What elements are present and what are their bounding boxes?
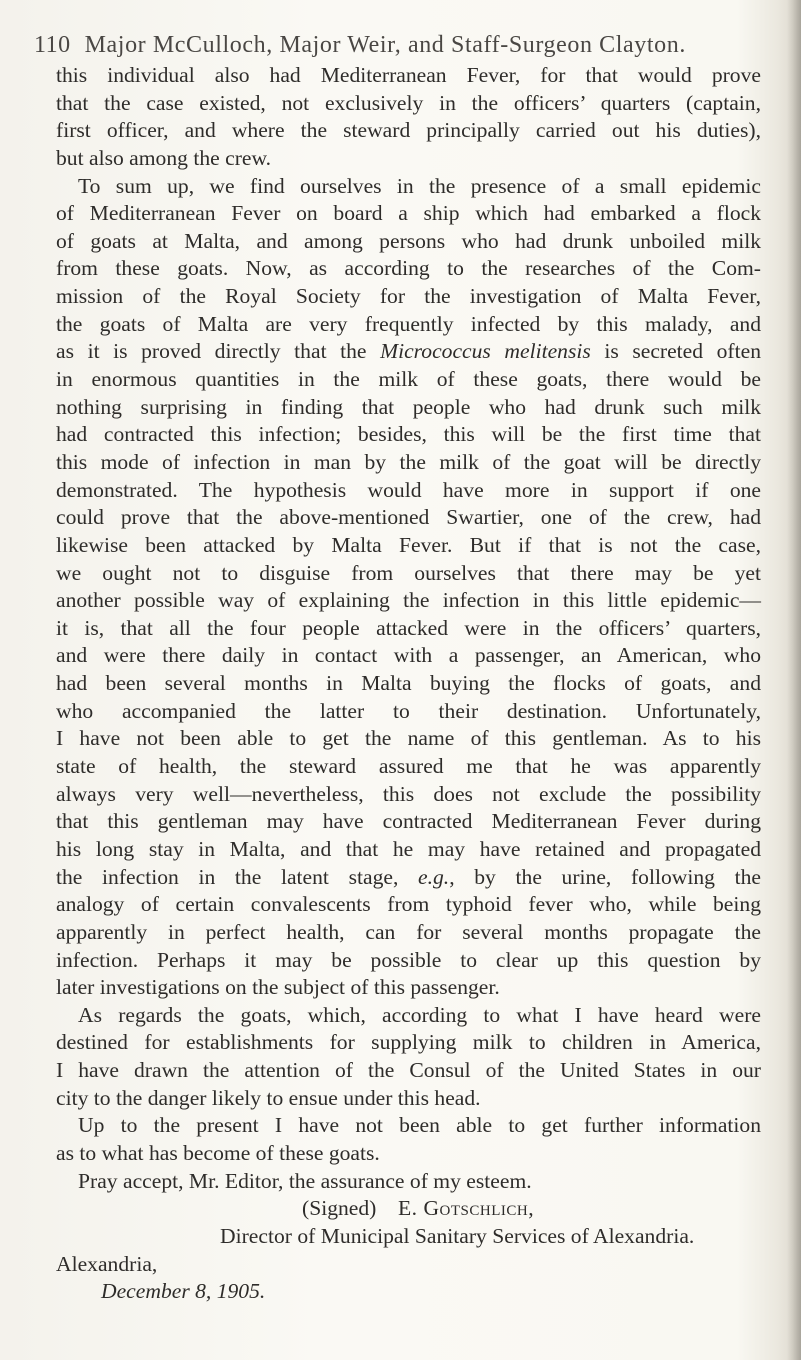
- text-line: always very well—nevertheless, this does not exclude the possibility: [56, 781, 761, 806]
- text-line: another possible way of explaining the infection in this little epidemic—: [56, 588, 761, 613]
- text-line: that this gentleman may have contracted Mediterranean Fever during: [56, 809, 761, 834]
- text-line: As regards the goats, which, according to what I have heard were: [78, 1002, 761, 1027]
- text-line: and were there daily in contact with a passenger, an American, who: [56, 643, 761, 668]
- text-line: of Mediterranean Fever on board a ship which had embarked a flock: [56, 201, 761, 226]
- text-segment: as it is proved directly that the: [56, 339, 381, 364]
- text-line: it is, that all the four people attacked were in the officers’ quarters,: [56, 615, 761, 640]
- text-line: mission of the Royal Society for the investigation of Malta Fever,: [56, 284, 761, 309]
- page-number: 110: [34, 32, 71, 58]
- text-line: his long stay in Malta, and that he may have retained and propagated: [56, 836, 761, 861]
- body-text: [56, 62, 761, 1306]
- text-line: To sum up, we find ourselves in the presence of a small epidemic: [78, 173, 761, 198]
- italic-term: Micrococcus melitensis: [380, 339, 591, 364]
- text-segment: the infection in the latent stage,: [56, 864, 419, 889]
- text-line: could prove that the above-mentioned Swartier, one of the crew, had: [56, 505, 761, 530]
- text-line: we ought not to disguise from ourselves that there may be yet: [56, 560, 761, 585]
- text-line: likewise been attacked by Malta Fever. But if that is not the case,: [56, 532, 761, 557]
- text-line: Up to the present I have not been able to get further information: [78, 1113, 761, 1138]
- signatory-name: E. Gotschlich,: [397, 1196, 535, 1221]
- page-edge-shadow: [787, 0, 801, 1360]
- text-line: analogy of certain convalescents from typhoid fever who, while being: [56, 892, 761, 917]
- text-line: I have not been able to get the name of this gentleman. As to his: [56, 726, 761, 751]
- text-segment: is secreted often: [590, 339, 762, 364]
- signed-label: (Signed): [302, 1196, 377, 1221]
- date-line: [56, 1278, 761, 1306]
- text-line: had been several months in Malta buying the flocks of goats, and: [56, 671, 761, 696]
- text-line: that the case existed, not exclusively in the officers’ quarters (captain,: [56, 90, 761, 115]
- text-segment: , by the urine, following the: [449, 864, 762, 889]
- text-line: this individual also had Mediterranean Fever, for that would prove: [56, 63, 761, 87]
- signatory-title: Director of Municipal Sanitary Services of Alexandria.: [220, 1223, 695, 1248]
- italic-abbreviation: e.g.: [418, 864, 450, 889]
- text-line: I have drawn the attention of the Consul of the United States in our: [56, 1058, 761, 1083]
- text-line: as to what has become of these goats.: [56, 1140, 380, 1165]
- signature-line: [56, 1195, 761, 1223]
- text-line: from these goats. Now, as according to the researches of the Com-: [56, 256, 761, 281]
- text-line: who accompanied the latter to their destination. Unfortunately,: [56, 698, 761, 723]
- text-line-with-italic: [56, 338, 761, 366]
- running-header: [34, 32, 764, 66]
- text-line: this mode of infection in man by the milk of the goat will be directly: [56, 449, 761, 474]
- text-line: state of health, the steward assured me that he was apparently: [56, 754, 761, 779]
- text-line: had contracted this infection; besides, this will be the first time that: [56, 422, 761, 447]
- text-line: nothing surprising in finding that people who had drunk such milk: [56, 394, 761, 419]
- text-line: but also among the crew.: [56, 145, 272, 170]
- text-line: first officer, and where the steward principally carried out his duties),: [56, 118, 761, 143]
- text-line: of goats at Malta, and among persons who had drunk unboiled milk: [56, 228, 761, 253]
- text-line-with-italic: [56, 864, 761, 892]
- text-line: in enormous quantities in the milk of these goats, there would be: [56, 367, 761, 392]
- text-line: infection. Perhaps it may be possible to clear up this question by: [56, 947, 761, 972]
- text-line: the goats of Malta are very frequently infected by this malady, and: [56, 311, 761, 336]
- running-title: Major McCulloch, Major Weir, and Staff-Surgeon Clayton.: [84, 32, 686, 58]
- text-line: demonstrated. The hypothesis would have more in support if one: [56, 477, 761, 502]
- place-line: Alexandria,: [56, 1251, 158, 1276]
- letter-date: December 8, 1905.: [101, 1279, 266, 1304]
- closing-line: Pray accept, Mr. Editor, the assurance of my esteem.: [78, 1168, 532, 1193]
- text-line: later investigations on the subject of this passenger.: [56, 975, 500, 1000]
- text-line: apparently in perfect health, can for several months propagate the: [56, 919, 761, 944]
- text-line: destined for establishments for supplying milk to children in America,: [56, 1030, 761, 1055]
- text-line: city to the danger likely to ensue under this head.: [56, 1085, 481, 1110]
